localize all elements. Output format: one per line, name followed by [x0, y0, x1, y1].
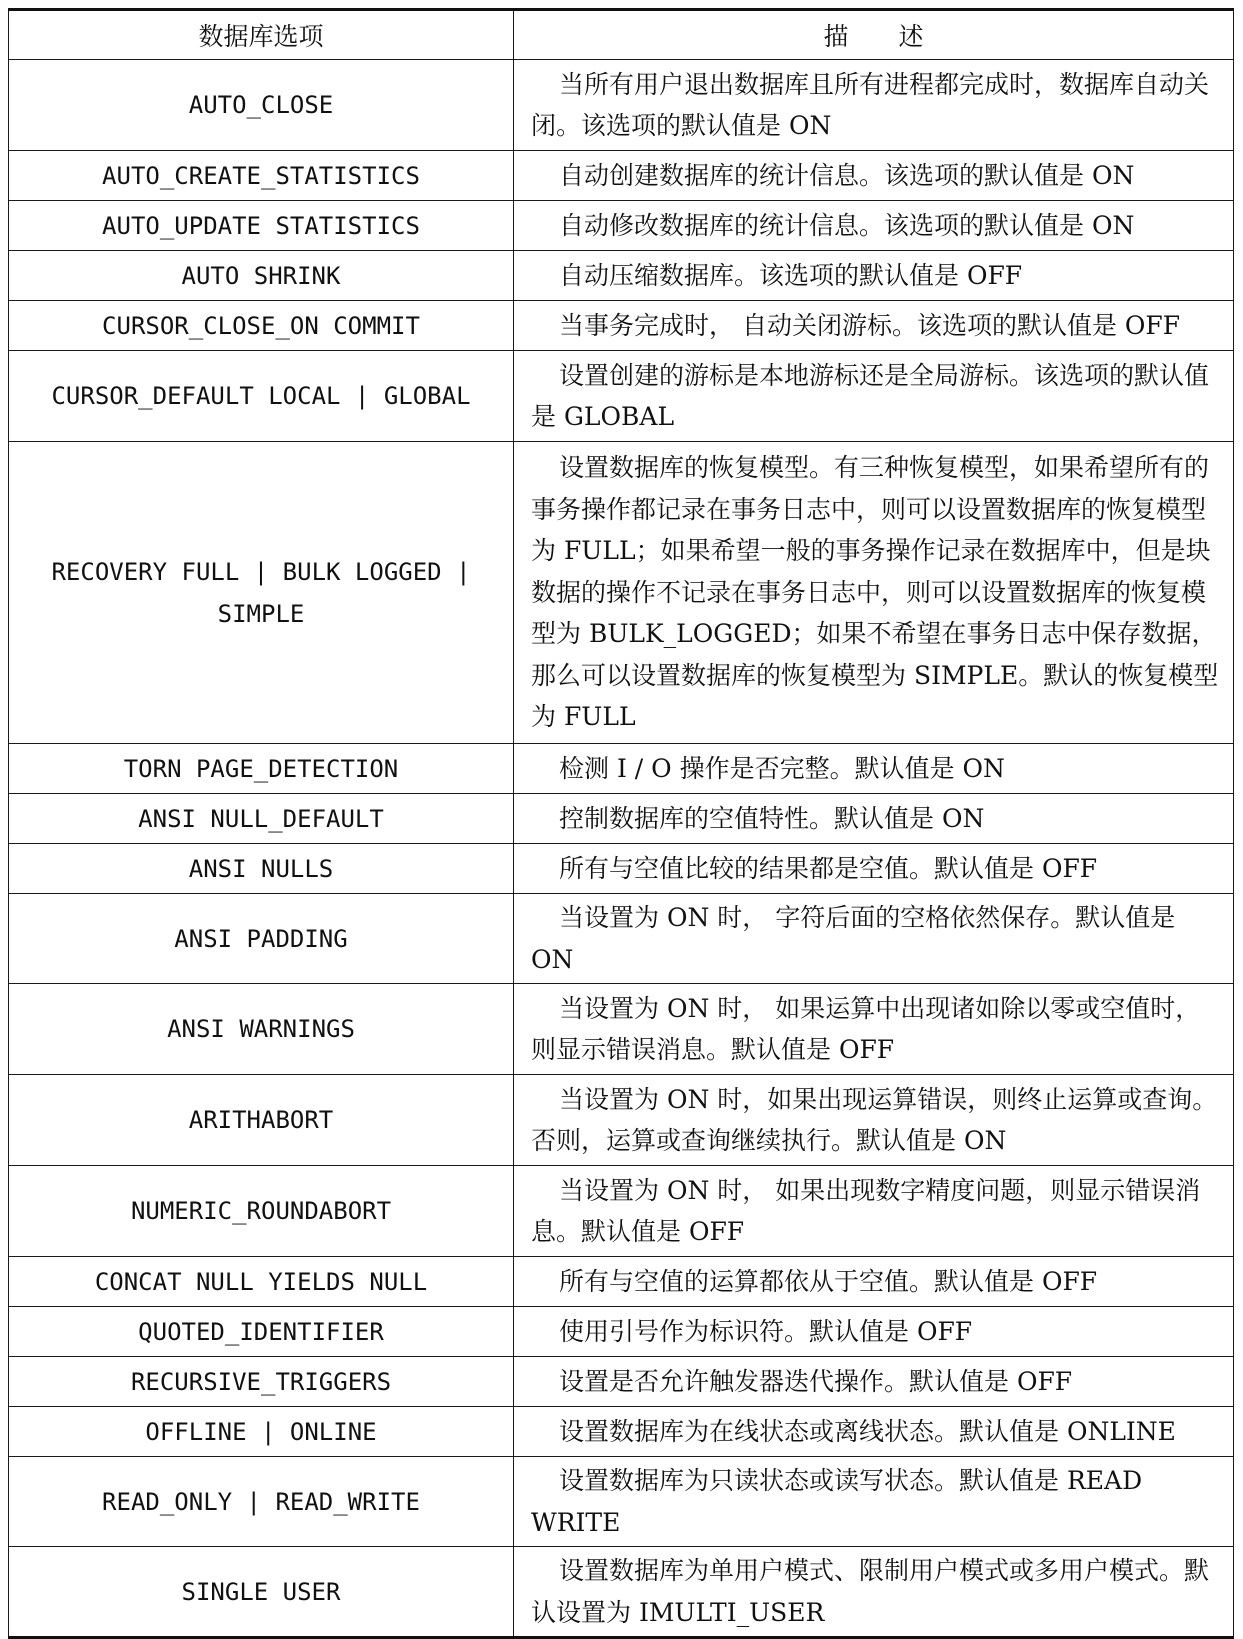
table-row [9, 1407, 1234, 1457]
description-cell: 设置数据库的恢复模型。有三种恢复模型，如果希望所有的事务操作都记录在事务日志中，则可以设置数据库的恢复模型为 FULL；如果希望一般的事务操作记录在数据库中，但是块数据的操作不记录在事务日志中，则可以设置数据库的恢复模型为 BULK_LOGGED；如果不希望在事务日志中保存数据，那么可以设置数据库的恢复模型为 SIMPLE。默认的恢复模型为 FULL [514, 442, 1234, 744]
column-header-option: 数据库选项 [9, 10, 514, 60]
table-row [9, 251, 1234, 301]
option-cell: CONCAT NULL YIELDS NULL [9, 1257, 514, 1307]
table-row [9, 442, 1234, 744]
table-row [9, 351, 1234, 442]
description-cell: 检测 I / O 操作是否完整。默认值是 ON [514, 744, 1234, 794]
description-cell: 当设置为 ON 时，如果出现运算错误，则终止运算或查询。否则，运算或查询继续执行。默认值是 ON [514, 1075, 1234, 1166]
option-cell: CURSOR_DEFAULT LOCAL | GLOBAL [9, 351, 514, 442]
description-cell: 设置创建的游标是本地游标还是全局游标。该选项的默认值是 GLOBAL [514, 351, 1234, 442]
table-row [9, 794, 1234, 844]
table-row [9, 1075, 1234, 1166]
table-row [9, 1357, 1234, 1407]
table-row [9, 1457, 1234, 1547]
option-cell: ARITHABORT [9, 1075, 514, 1166]
option-cell: AUTO_CLOSE [9, 60, 514, 151]
table-row [9, 201, 1234, 251]
description-cell: 设置数据库为在线状态或离线状态。默认值是 ONLINE [514, 1407, 1234, 1457]
option-cell: ANSI WARNINGS [9, 984, 514, 1075]
option-cell: ANSI NULL_DEFAULT [9, 794, 514, 844]
option-cell: TORN PAGE_DETECTION [9, 744, 514, 794]
table-header-row [9, 10, 1234, 60]
option-cell: SINGLE USER [9, 1547, 514, 1638]
description-cell: 自动创建数据库的统计信息。该选项的默认值是 ON [514, 151, 1234, 201]
description-cell: 当设置为 ON 时， 如果运算中出现诸如除以零或空值时，则显示错误消息。默认值是 OFF [514, 984, 1234, 1075]
table-row [9, 301, 1234, 351]
option-cell: OFFLINE | ONLINE [9, 1407, 514, 1457]
description-cell: 自动压缩数据库。该选项的默认值是 OFF [514, 251, 1234, 301]
description-cell: 控制数据库的空值特性。默认值是 ON [514, 794, 1234, 844]
table-row [9, 60, 1234, 151]
option-cell: RECOVERY FULL | BULK LOGGED | SIMPLE [9, 442, 514, 744]
table-row [9, 744, 1234, 794]
option-cell: AUTO_CREATE_STATISTICS [9, 151, 514, 201]
option-cell: QUOTED_IDENTIFIER [9, 1307, 514, 1357]
description-cell: 当所有用户退出数据库且所有进程都完成时，数据库自动关闭。该选项的默认值是 ON [514, 60, 1234, 151]
option-cell: NUMERIC_ROUNDABORT [9, 1166, 514, 1257]
option-cell: READ_ONLY | READ_WRITE [9, 1457, 514, 1547]
table-row [9, 1257, 1234, 1307]
option-cell: CURSOR_CLOSE_ON COMMIT [9, 301, 514, 351]
description-cell: 当设置为 ON 时， 字符后面的空格依然保存。默认值是 ON [514, 894, 1234, 984]
table-row [9, 984, 1234, 1075]
option-cell: ANSI PADDING [9, 894, 514, 984]
table-row [9, 1166, 1234, 1257]
description-cell: 所有与空值比较的结果都是空值。默认值是 OFF [514, 844, 1234, 894]
table-row [9, 844, 1234, 894]
option-cell: ANSI NULLS [9, 844, 514, 894]
option-cell: AUTO SHRINK [9, 251, 514, 301]
table-row [9, 894, 1234, 984]
description-cell: 设置是否允许触发器迭代操作。默认值是 OFF [514, 1357, 1234, 1407]
description-cell: 所有与空值的运算都依从于空值。默认值是 OFF [514, 1257, 1234, 1307]
option-cell: AUTO_UPDATE STATISTICS [9, 201, 514, 251]
database-options-table [8, 8, 1234, 1639]
table-row [9, 1547, 1234, 1638]
column-header-description: 描 述 [514, 10, 1234, 60]
description-cell: 设置数据库为只读状态或读写状态。默认值是 READ WRITE [514, 1457, 1234, 1547]
table-row [9, 1307, 1234, 1357]
description-cell: 设置数据库为单用户模式、限制用户模式或多用户模式。默认设置为 IMULTI_USER [514, 1547, 1234, 1638]
table-row [9, 151, 1234, 201]
option-cell: RECURSIVE_TRIGGERS [9, 1357, 514, 1407]
description-cell: 当事务完成时， 自动关闭游标。该选项的默认值是 OFF [514, 301, 1234, 351]
description-cell: 使用引号作为标识符。默认值是 OFF [514, 1307, 1234, 1357]
description-cell: 当设置为 ON 时， 如果出现数字精度问题，则显示错误消息。默认值是 OFF [514, 1166, 1234, 1257]
description-cell: 自动修改数据库的统计信息。该选项的默认值是 ON [514, 201, 1234, 251]
